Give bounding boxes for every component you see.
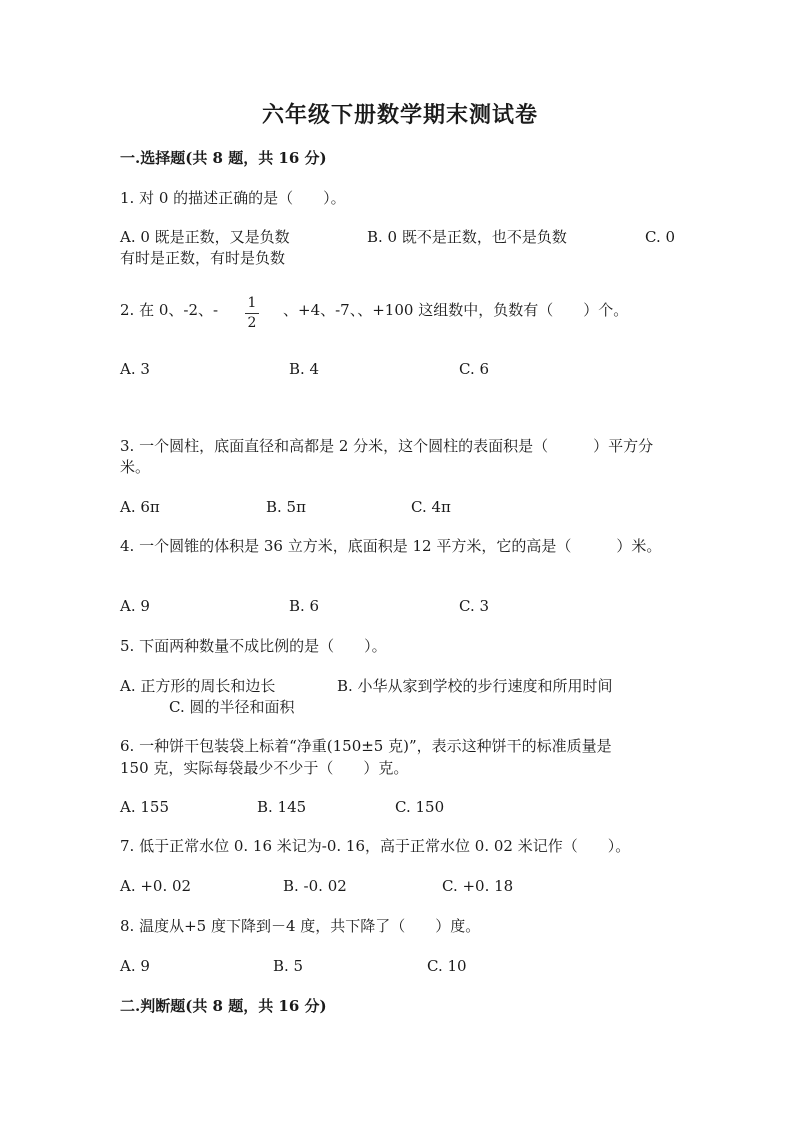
question-4-stem: 4. 一个圆锥的体积是 36 立方米，底面积是 12 平方米，它的高是（ ）米。 <box>120 537 662 555</box>
question-2-option-a: A. 3 <box>120 360 150 378</box>
question-5-option-b: B. 小华从家到学校的步行速度和所用时间 <box>337 677 613 695</box>
question-2-option-b: B. 4 <box>289 360 320 378</box>
question-8-stem: 8. 温度从+5 度下降到－4 度，共下降了（ ）度。 <box>120 917 481 935</box>
question-7-option-c: C. +0. 18 <box>442 877 514 895</box>
question-3-stem-line-1: 3. 一个圆柱，底面直径和高都是 2 分米，这个圆柱的表面积是（ ）平方分 <box>120 437 654 455</box>
question-6-stem-line-1: 6. 一种饼干包装袋上标着“净重(150±5 克)”，表示这种饼干的标准质量是 <box>120 737 612 755</box>
question-5-option-c: C. 圆的半径和面积 <box>169 698 295 716</box>
question-8-option-b: B. 5 <box>273 957 304 975</box>
question-1-option-c: C. 0 <box>645 228 676 246</box>
question-7-stem: 7. 低于正常水位 0. 16 米记为-0. 16，高于正常水位 0. 02 米记作（ ）。 <box>120 837 631 855</box>
fraction-numerator: 1 <box>247 295 257 311</box>
question-2-stem-start: 2. 在 0、-2、- <box>120 301 219 319</box>
question-3-option-b: B. 5π <box>266 498 306 516</box>
section-heading-judgment: 二.判断题(共 8 题，共 16 分) <box>120 997 327 1015</box>
question-6-option-a: A. 155 <box>120 798 169 816</box>
fraction-denominator: 2 <box>247 315 257 331</box>
question-6-option-c: C. 150 <box>395 798 445 816</box>
question-2-stem-end: 、+4、-7、、+100 这组数中，负数有（ ）个。 <box>283 301 629 319</box>
question-3-stem-line-2: 米。 <box>120 458 151 476</box>
question-3-option-c: C. 4π <box>411 498 451 516</box>
question-6-option-b: B. 145 <box>257 798 307 816</box>
question-6-stem-line-2: 150 克，实际每袋最少不少于（ ）克。 <box>120 759 409 777</box>
question-5-stem: 5. 下面两种数量不成比例的是（ ）。 <box>120 637 387 655</box>
question-3-option-a: A. 6π <box>120 498 160 516</box>
question-8-option-a: A. 9 <box>120 957 150 975</box>
question-2-option-c: C. 6 <box>459 360 490 378</box>
question-4-option-b: B. 6 <box>289 597 320 615</box>
question-7-option-b: B. -0. 02 <box>283 877 347 895</box>
question-1-option-c-continued: 有时是正数，有时是负数 <box>120 249 286 267</box>
section-heading-choice: 一.选择题(共 8 题，共 16 分) <box>120 149 327 167</box>
question-8-option-c: C. 10 <box>427 957 467 975</box>
question-1-option-b: B. 0 既不是正数，也不是负数 <box>367 228 567 246</box>
fraction-one-half <box>240 294 264 334</box>
question-1-stem: 1. 对 0 的描述正确的是（ ）。 <box>120 189 346 207</box>
question-4-option-a: A. 9 <box>120 597 150 615</box>
question-1-option-a: A. 0 既是正数，又是负数 <box>120 228 290 246</box>
question-4-option-c: C. 3 <box>459 597 490 615</box>
question-7-option-a: A. +0. 02 <box>120 877 192 895</box>
question-5-option-a: A. 正方形的周长和边长 <box>120 677 276 695</box>
page-title: 六年级下册数学期末测试卷 <box>261 102 538 128</box>
